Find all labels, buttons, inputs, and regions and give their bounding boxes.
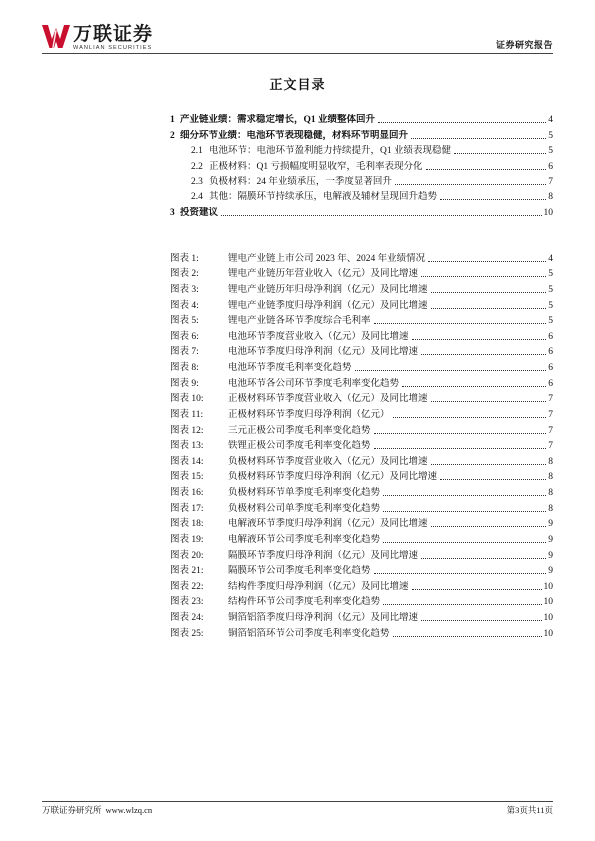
figure-label: 图表 15:	[170, 472, 204, 483]
toc-entry-number: 1	[170, 115, 175, 126]
toc-subsection-entry[interactable]	[170, 188, 553, 203]
toc-entry-number: 2.4	[191, 192, 203, 203]
figure-page: 6	[548, 378, 553, 389]
figure-entry[interactable]	[170, 296, 553, 312]
figure-entry[interactable]	[170, 515, 553, 531]
figure-title: 负极材料环节季度归母净利润（亿元）及同比增速	[228, 472, 438, 483]
figure-title: 锂电产业链季度归母净利润（亿元）及同比增速	[228, 300, 428, 311]
figure-title: 隔膜环节季度归母净利润（亿元）及同比增速	[228, 550, 419, 561]
figure-page: 5	[548, 300, 553, 311]
figure-label: 图表 2:	[170, 269, 199, 280]
dot-leader	[412, 339, 547, 340]
figure-page: 7	[548, 409, 553, 420]
figure-title: 锂电产业链上市公司 2023 年、2024 年业绩情况	[228, 253, 426, 264]
report-type-label: 证券研究报告	[495, 40, 553, 50]
figure-label: 图表 16:	[170, 488, 204, 498]
toc-title: 正文目录	[269, 77, 326, 92]
toc-entry-title: 细分环节业绩：电池环节表现稳健，材料环节明显回升	[180, 130, 409, 141]
figure-entry[interactable]	[170, 265, 553, 281]
logo-name-en: WANLIAN SECURITIES	[73, 45, 153, 51]
toc-entry-title: 投资建议	[180, 207, 219, 218]
logo-name-cn: 万联证券	[73, 24, 154, 45]
footer-divider	[42, 801, 553, 802]
figure-label: 图表 5:	[170, 316, 199, 327]
dot-leader	[440, 479, 546, 480]
figure-label: 图表 4:	[170, 300, 199, 311]
figure-label: 图表 24:	[170, 613, 204, 623]
figure-page: 6	[548, 363, 553, 373]
toc-entry-number: 2.2	[191, 161, 203, 172]
figure-label: 图表 18:	[170, 519, 204, 530]
figure-label: 图表 17:	[170, 503, 204, 514]
dot-leader	[440, 199, 546, 200]
figure-entry[interactable]	[170, 405, 553, 421]
toc-entry-number: 3	[170, 207, 175, 218]
figure-entry[interactable]	[170, 483, 553, 499]
page-number: 第3页共11页	[506, 805, 553, 815]
dot-leader	[383, 542, 546, 543]
company-logo	[42, 23, 158, 53]
figure-label: 图表 1:	[170, 253, 199, 264]
figure-label: 图表 3:	[170, 284, 199, 295]
dot-leader	[421, 620, 541, 621]
logo-w-icon	[42, 25, 70, 48]
figure-page: 10	[543, 597, 553, 608]
figure-title: 电解液环节季度归母净利润（亿元）及同比增速	[228, 519, 428, 530]
toc-entry-page: 10	[543, 207, 553, 218]
figure-title: 三元正极公司季度毛利率变化趋势	[228, 425, 371, 436]
toc-entry-title: 负极材料：24 年业绩承压，一季度显著回升	[209, 176, 392, 187]
figure-entry[interactable]	[170, 608, 553, 624]
footer-source	[42, 805, 152, 816]
toc-subsection-entry[interactable]	[170, 142, 553, 157]
figure-title: 隔膜环节公司季度毛利率变化趋势	[228, 566, 371, 577]
figure-page: 5	[548, 284, 553, 295]
figure-label: 图表 11:	[170, 409, 204, 420]
toc-entry-title: 其他：隔膜环节持续承压，电解液及辅材呈现回升趋势	[209, 192, 438, 203]
figure-page: 8	[548, 503, 553, 514]
figure-label: 图表 6:	[170, 331, 199, 342]
figure-title: 结构件季度归母净利润（亿元）及同比增速	[228, 581, 409, 592]
figure-page: 7	[548, 425, 553, 436]
toc-section-entry[interactable]	[170, 126, 553, 141]
header-divider	[42, 53, 553, 54]
toc-entry-number: 2.1	[191, 146, 203, 157]
figure-entry[interactable]	[170, 624, 553, 640]
toc-entry-page: 5	[548, 130, 553, 141]
figure-page: 6	[548, 331, 553, 342]
dot-leader	[431, 308, 547, 309]
figure-title: 铜箔铝箔环节公司季度毛利率变化趋势	[228, 628, 390, 639]
dot-leader	[412, 589, 542, 590]
toc-entry-number: 2	[170, 130, 175, 141]
dot-leader	[393, 417, 547, 418]
dot-leader	[374, 433, 547, 434]
figure-page: 7	[548, 394, 553, 405]
figure-entry[interactable]	[170, 593, 553, 609]
figure-label: 图表 12:	[170, 425, 204, 436]
footer-website: www.wlzq.cn	[105, 805, 153, 815]
figure-page: 5	[548, 316, 553, 327]
figure-entry[interactable]	[170, 374, 553, 390]
figure-entry[interactable]	[170, 546, 553, 562]
figure-title: 铁锂正极公司季度毛利率变化趋势	[228, 441, 371, 452]
figure-page: 8	[548, 456, 553, 467]
figure-title: 电池环节季度归母净利润（亿元）及同比增速	[228, 347, 419, 358]
figure-title: 负极材料公司单季度毛利率变化趋势	[228, 503, 381, 514]
toc-entry-page: 4	[548, 115, 553, 126]
toc-entry-page: 6	[548, 161, 553, 172]
figure-label: 图表 23:	[170, 597, 204, 608]
footer-org: 万联证券研究所	[42, 805, 102, 815]
dot-leader	[454, 153, 546, 154]
dot-leader	[421, 354, 546, 355]
dot-leader	[221, 215, 541, 216]
figure-entry[interactable]	[170, 499, 553, 515]
figure-title: 锂电产业链各环节季度综合毛利率	[228, 316, 371, 327]
figure-entry[interactable]	[170, 562, 553, 578]
figure-label: 图表 22:	[170, 581, 204, 592]
figure-entry[interactable]	[170, 312, 553, 328]
dot-leader	[431, 292, 547, 293]
dot-leader	[402, 386, 546, 387]
figure-page: 10	[543, 628, 553, 639]
figure-label: 图表 9:	[170, 378, 199, 389]
figure-page: 5	[548, 269, 553, 280]
figure-entry[interactable]	[170, 437, 553, 453]
figure-label: 图表 7:	[170, 347, 199, 358]
figure-entry[interactable]	[170, 452, 553, 468]
figure-title: 负极材料环节单季度毛利率变化趋势	[228, 488, 381, 498]
figure-entry[interactable]	[170, 358, 553, 374]
dot-leader	[393, 636, 542, 637]
figure-page: 9	[548, 566, 553, 577]
dot-leader	[421, 276, 546, 277]
dot-leader	[374, 448, 547, 449]
figure-title: 锂电产业链历年归母净利润（亿元）及同比增速	[228, 284, 428, 295]
toc-entry-title: 产业链业绩：需求稳定增长，Q1 业绩整体回升	[180, 115, 376, 126]
dot-leader	[431, 464, 547, 465]
dot-leader	[374, 573, 547, 574]
dot-leader	[383, 495, 546, 496]
figure-page: 9	[548, 534, 553, 545]
figure-title: 电池环节季度营业收入（亿元）及同比增速	[228, 331, 409, 342]
toc-section-entry[interactable]	[170, 111, 553, 126]
figure-label: 图表 10:	[170, 394, 204, 405]
figure-label: 图表 20:	[170, 550, 204, 561]
dot-leader	[383, 604, 541, 605]
dot-leader	[383, 511, 546, 512]
toc-subsection-entry[interactable]	[170, 173, 553, 188]
dot-leader	[378, 122, 546, 123]
figure-label: 图表 21:	[170, 566, 204, 577]
toc-subsection-entry[interactable]	[170, 157, 553, 172]
figure-page: 10	[543, 613, 553, 623]
figure-title: 锂电产业链历年营业收入（亿元）及同比增速	[228, 269, 419, 280]
figure-entry[interactable]	[170, 390, 553, 406]
dot-leader	[431, 526, 547, 527]
dot-leader	[395, 184, 546, 185]
figure-list	[170, 249, 553, 640]
dot-leader	[428, 261, 546, 262]
figure-title: 电池环节各公司环节季度毛利率变化趋势	[228, 378, 400, 389]
figure-label: 图表 25:	[170, 628, 204, 639]
toc-entry-page: 8	[548, 192, 553, 203]
figure-title: 电池环节季度毛利率变化趋势	[228, 363, 352, 373]
figure-label: 图表 14:	[170, 456, 204, 467]
figure-page: 10	[543, 581, 553, 592]
toc-section-entry[interactable]	[170, 203, 553, 218]
toc-entry-title: 正极材料：Q1 亏损幅度明显收窄，毛利率表现分化	[209, 161, 423, 172]
figure-label: 图表 8:	[170, 363, 199, 373]
toc-entry-title: 电池环节：电池环节盈利能力持续提升，Q1 业绩表现稳健	[209, 146, 451, 157]
dot-leader	[426, 169, 547, 170]
figure-page: 8	[548, 472, 553, 483]
figure-entry[interactable]	[170, 421, 553, 437]
toc-entry-page: 5	[548, 146, 553, 157]
figure-title: 铜箔铝箔季度归母净利润（亿元）及同比增速	[228, 613, 419, 623]
figure-entry[interactable]	[170, 577, 553, 593]
toc-entry-page: 7	[548, 176, 553, 187]
figure-entry[interactable]	[170, 468, 553, 484]
figure-entry[interactable]	[170, 327, 553, 343]
figure-label: 图表 19:	[170, 534, 204, 545]
figure-title: 正极材料环节季度归母净利润（亿元）	[228, 409, 390, 420]
figure-entry[interactable]	[170, 280, 553, 296]
figure-page: 4	[548, 253, 553, 264]
figure-page: 7	[548, 441, 553, 452]
figure-title: 电解液环节公司季度毛利率变化趋势	[228, 534, 381, 545]
dot-leader	[431, 401, 547, 402]
toc-entry-number: 2.3	[191, 176, 203, 187]
dot-leader	[374, 323, 547, 324]
figure-label: 图表 13:	[170, 441, 204, 452]
dot-leader	[355, 370, 547, 371]
figure-title: 结构件环节公司季度毛利率变化趋势	[228, 597, 381, 608]
figure-title: 负极材料环节季度营业收入（亿元）及同比增速	[228, 456, 428, 467]
toc-list	[170, 111, 553, 219]
figure-page: 9	[548, 550, 553, 561]
dot-leader	[421, 558, 546, 559]
figure-entry[interactable]	[170, 530, 553, 546]
figure-page: 8	[548, 488, 553, 498]
figure-page: 6	[548, 347, 553, 358]
figure-title: 正极材料环节季度营业收入（亿元）及同比增速	[228, 394, 428, 405]
figure-entry[interactable]	[170, 343, 553, 359]
figure-entry[interactable]	[170, 249, 553, 265]
figure-page: 9	[548, 519, 553, 530]
dot-leader	[411, 138, 546, 139]
